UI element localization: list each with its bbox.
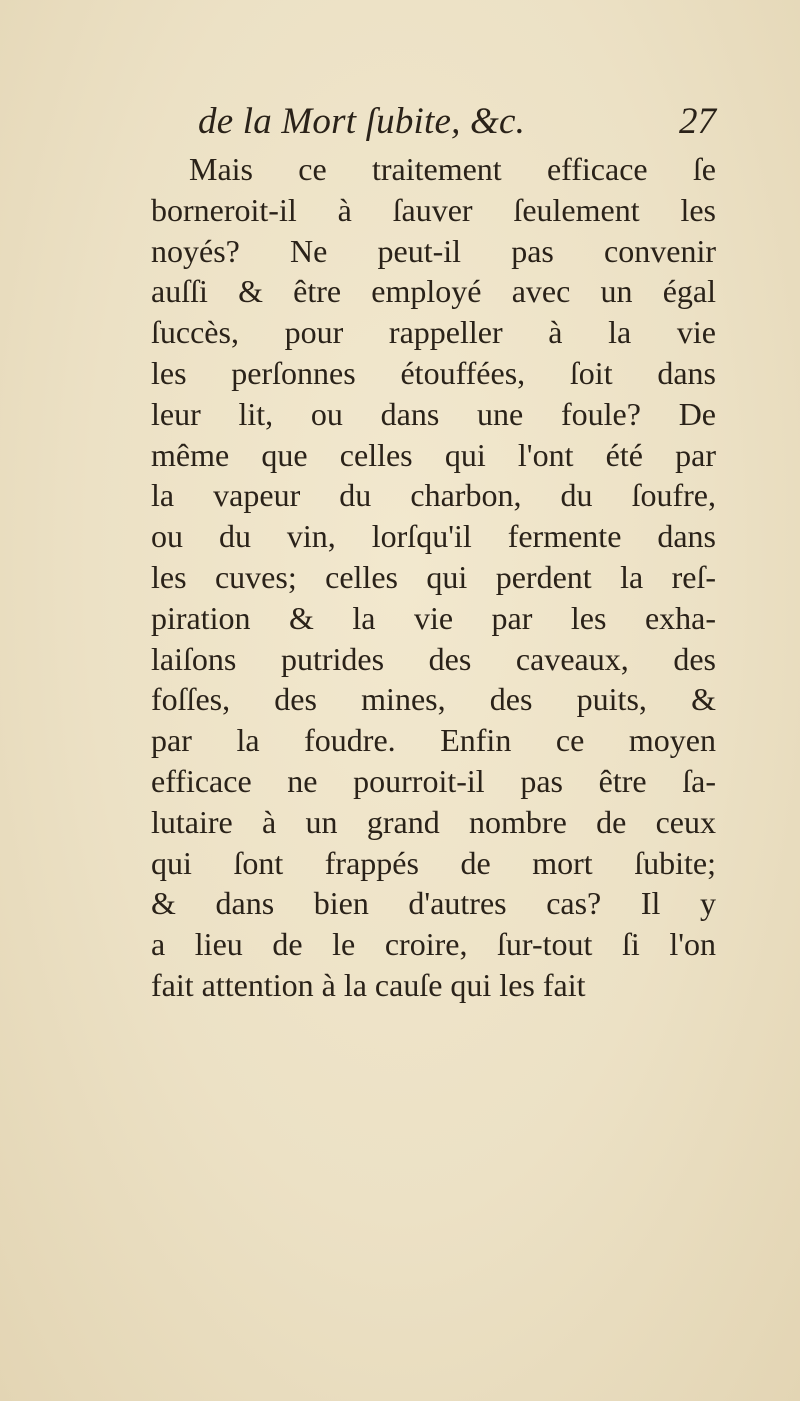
text-line: auſſi & être employé avec un égal — [151, 273, 716, 310]
running-title: de la Mort ſubite, &c. — [198, 101, 526, 142]
text-line: ſuccès, pour rappeller à la vie — [151, 314, 716, 351]
text-line: efficace ne pourroit-il pas être ſa- — [151, 762, 716, 799]
text-line: laiſons putrides des caveaux, des — [151, 640, 716, 677]
text-line: ou du vin, lorſqu'il fermente dans — [151, 518, 716, 555]
body-text — [151, 149, 716, 1006]
text-line: borneroit-il à ſauver ſeulement les — [151, 191, 716, 228]
text-line: foſſes, des mines, des puits, & — [151, 681, 716, 718]
text-line: qui ſont frappés de mort ſubite; — [151, 844, 716, 881]
running-head — [198, 100, 716, 144]
text-line: Mais ce traitement efficace ſe — [189, 151, 716, 187]
text-line: piration & la vie par les exha- — [151, 599, 716, 636]
text-line: fait attention à la cauſe qui les fait — [151, 966, 586, 1003]
text-line: les cuves; celles qui perdent la reſ- — [151, 558, 716, 595]
text-line: a lieu de le croire, ſur-tout ſi l'on — [151, 926, 716, 963]
text-line: par la foudre. Enfin ce moyen — [151, 722, 716, 759]
page-number: 27 — [679, 101, 716, 142]
text-line: lutaire à un grand nombre de ceux — [151, 803, 716, 840]
text-line: & dans bien d'autres cas? Il y — [151, 885, 716, 922]
text-line: noyés? Ne peut-il pas convenir — [151, 232, 716, 269]
text-line: la vapeur du charbon, du ſoufre, — [151, 477, 716, 514]
text-line: les perſonnes étouffées, ſoit dans — [151, 354, 716, 391]
text-line: leur lit, ou dans une foule? De — [151, 395, 716, 432]
text-line: même que celles qui l'ont été par — [151, 436, 716, 473]
